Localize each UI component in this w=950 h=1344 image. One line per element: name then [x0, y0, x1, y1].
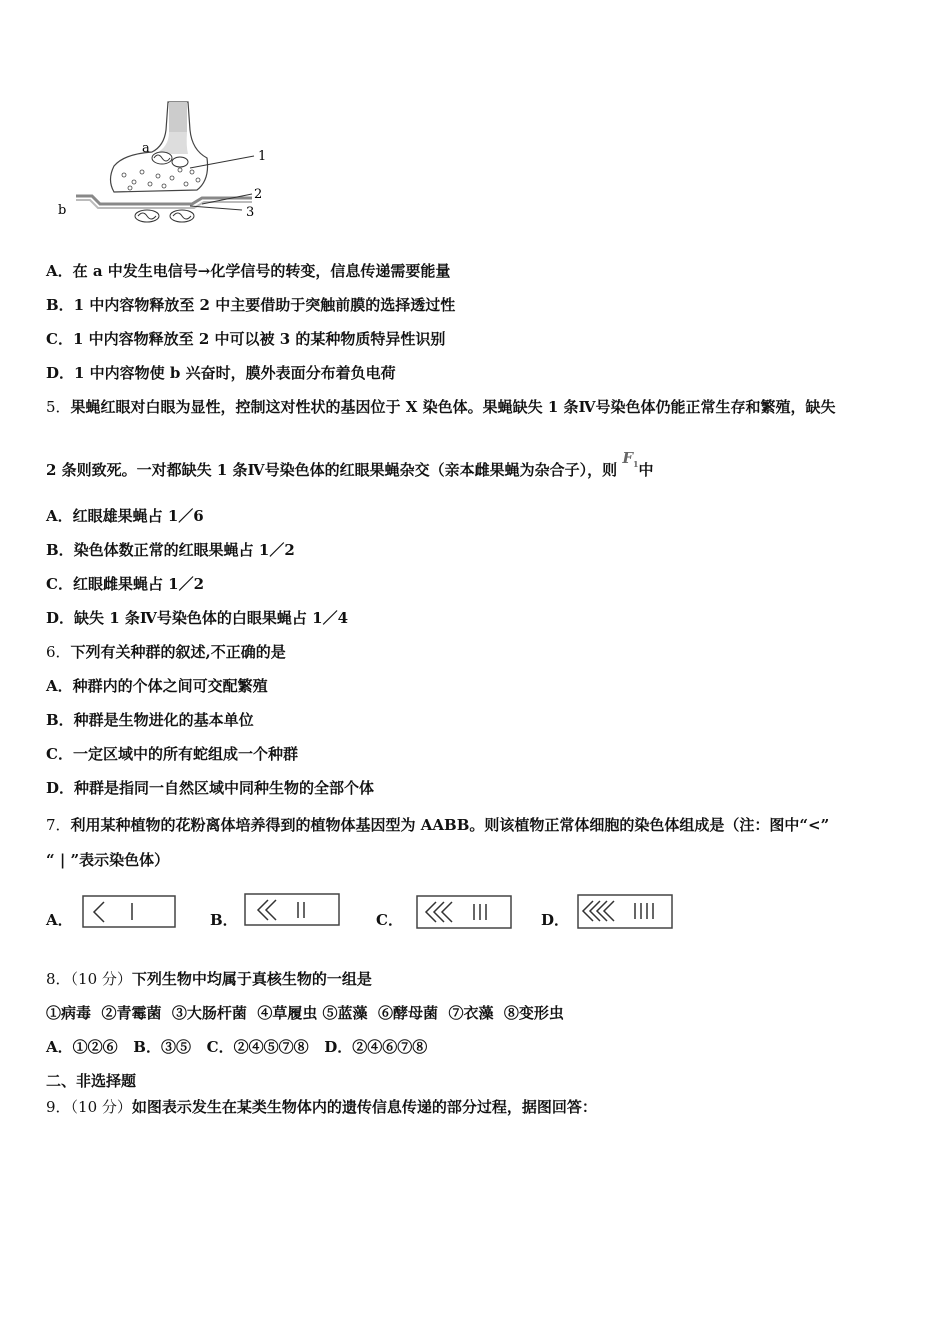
q5-text-2-tail: 中: [638, 461, 654, 479]
q7-option-b-label: B．: [210, 911, 238, 929]
q6-option-a: A．种群内的个体之间可交配繁殖: [46, 677, 268, 695]
f1-sub: 1: [632, 459, 639, 469]
q6-stem: [46, 642, 286, 662]
chromosome-box-c: [416, 893, 514, 931]
q8-number: 8．: [46, 970, 71, 988]
q5-option-c: C．红眼雌果蝇占 1／2: [46, 575, 205, 593]
q4-option-b: B．1 中内容物释放至 2 中主要借助于突触前膜的选择透过性: [46, 296, 456, 314]
q5-option-d: D．缺失 1 条Ⅳ号染色体的白眼果蝇占 1／4: [46, 609, 349, 627]
q5-text-2: 2 条则致死。一对都缺失 1 条Ⅳ号染色体的红眼果蝇杂交（亲本雌果蝇为杂合子），则: [46, 461, 618, 479]
q5-option-a: A．红眼雄果蝇占 1／6: [46, 507, 204, 525]
q7-number: 7．: [46, 816, 71, 834]
label-2: 2: [254, 187, 263, 202]
synapse-figure: [52, 100, 282, 228]
q7-option-a-label: A．: [46, 911, 73, 929]
q5-stem-line2: [46, 449, 654, 486]
q4-option-c: C．1 中内容物释放至 2 中可以被 3 的某种物质特异性识别: [46, 330, 446, 348]
label-b: b: [58, 203, 67, 218]
f1-symbol: [622, 449, 638, 467]
chromosome-box-b: [244, 893, 342, 929]
q5-stem-line1: [46, 397, 836, 417]
label-3: 3: [246, 205, 255, 220]
chromosome-box-d: [577, 893, 675, 931]
q6-number: 6．: [46, 643, 71, 661]
q9-text: 如图表示发生在某类生物体内的遗传信息传递的部分过程，据图回答：: [131, 1098, 597, 1116]
q7-stem-line2: “ | ”表示染色体）: [46, 851, 170, 869]
q8-text: 下列生物中均属于真核生物的一组是: [131, 970, 372, 988]
q4-option-d: D．1 中内容物使 b 兴奋时，膜外表面分布着负电荷: [46, 364, 396, 382]
q8-items: ①病毒 ②青霉菌 ③大肠杆菌 ④草履虫 ⑤蓝藻 ⑥酵母菌 ⑦衣藻 ⑧变形虫: [46, 1004, 564, 1022]
q6-option-d: D．种群是指同一自然区域中同种生物的全部个体: [46, 779, 375, 797]
q5-number: 5．: [46, 398, 71, 416]
q4-option-a: A．在 a 中发生电信号→化学信号的转变，信息传递需要能量: [46, 262, 451, 280]
q5-text-1: 果蝇红眼对白眼为显性，控制这对性状的基因位于 X 染色体。果蝇缺失 1 条Ⅳ号染色体仍能正常生存和繁殖，缺失: [70, 398, 836, 416]
q8-stem: [46, 969, 372, 989]
q7-option-c-label: C．: [376, 911, 403, 929]
f1-letter: F: [622, 449, 633, 467]
chromosome-box-a: [82, 893, 178, 929]
q9-stem: [46, 1097, 597, 1117]
q6-text: 下列有关种群的叙述,不正确的是: [70, 643, 286, 661]
q9-number: 9．: [46, 1098, 71, 1116]
q7-option-d-label: D．: [541, 911, 570, 929]
q9-score: （10 分）: [70, 1098, 132, 1116]
label-1: 1: [258, 149, 267, 164]
label-a: a: [142, 141, 150, 156]
q6-option-c: C．一定区域中的所有蛇组成一个种群: [46, 745, 298, 763]
q8-score: （10 分）: [70, 970, 132, 988]
q7-text-1: 利用某种植物的花粉离体培养得到的植物体基因型为 AABB。则该植物正常体细胞的染色体组成是（注：图中“<”: [70, 816, 830, 834]
section-title: 二、非选择题: [46, 1072, 137, 1090]
q6-option-b: B．种群是生物进化的基本单位: [46, 711, 254, 729]
q5-option-b: B．染色体数正常的红眼果蝇占 1／2: [46, 541, 295, 559]
q8-options: A．①②⑥ B．③⑤ C．②④⑤⑦⑧ D．②④⑥⑦⑧: [46, 1038, 428, 1056]
q7-stem-line1: [46, 815, 829, 835]
synapse-drawing: [52, 100, 282, 228]
